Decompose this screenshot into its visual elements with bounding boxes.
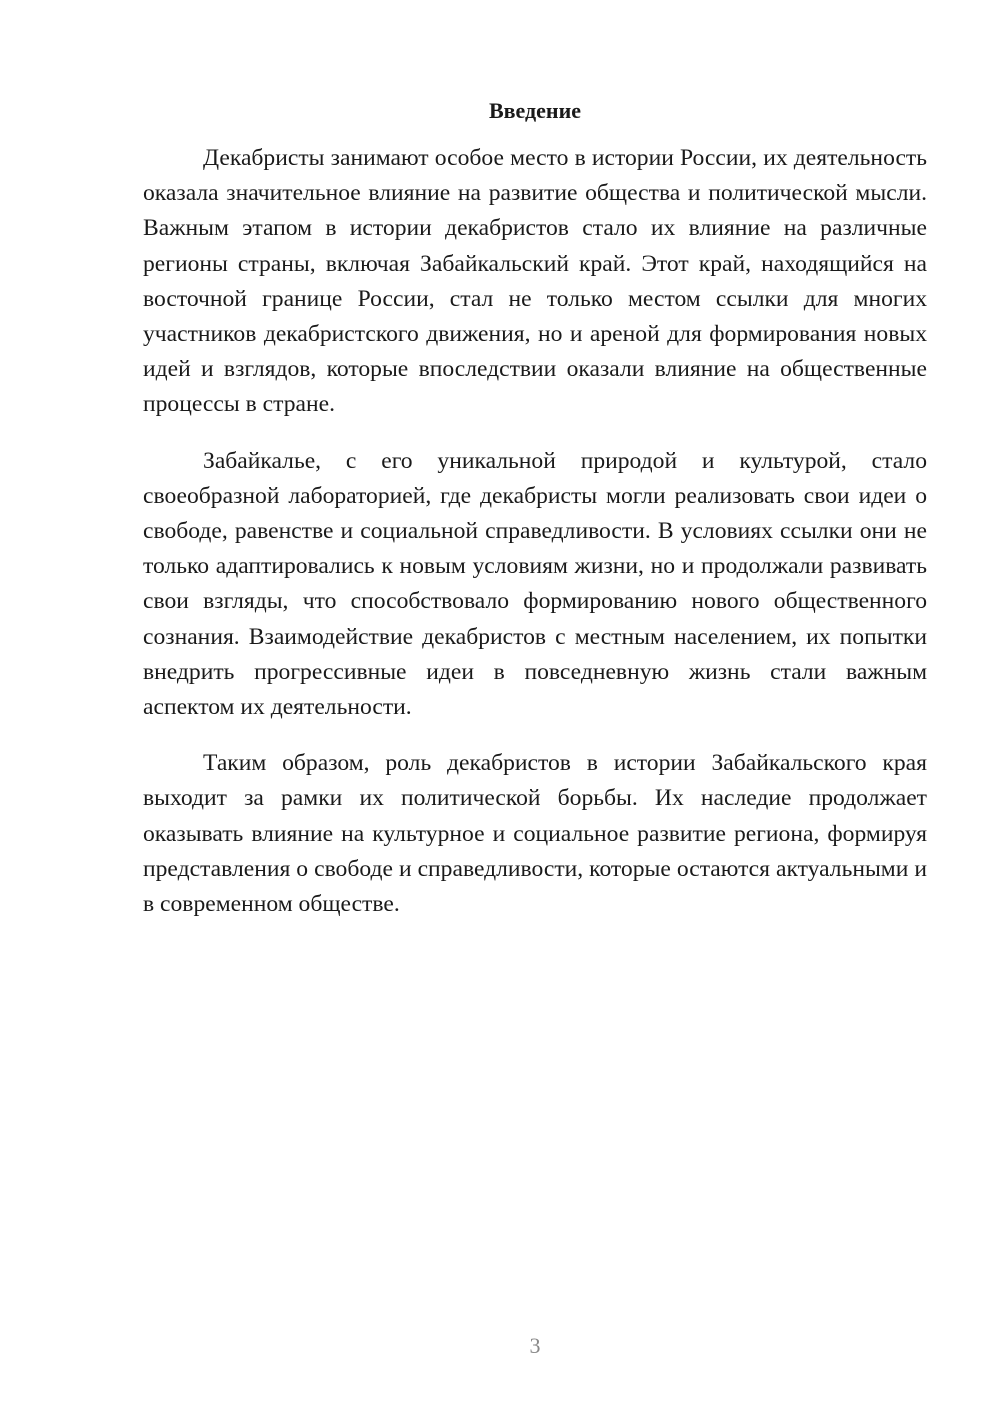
section-heading: Введение xyxy=(488,98,582,123)
paragraph-1: Декабристы занимают особое место в истории России, их деятельность оказала значительное влияние на развитие общества и политической мысли. Важным этапом в истории декабристов стало их влияние на различные регионы страны, включая Забайкальский край. Этот край, находящийся на восточной границе России, стал не только местом ссылки для многих участников декабристского движения, но и ареной для формирования новых идей и взглядов, которые впоследствии оказали влияние на общественные процессы в стране. xyxy=(143,145,927,418)
page-content xyxy=(143,95,927,943)
page-number: 3 xyxy=(529,1333,541,1358)
paragraph-2: Забайкалье, с его уникальной природой и культурой, стало своеобразной лабораторией, где декабристы могли реализовать свои идеи о свободе, равенстве и социальной справедливости. В условиях ссылки они не только адаптировались к новым условиям жизни, но и продолжали развивать свои взгляды, что способствовало формированию нового общественного сознания. Взаимодействие декабристов с местным населением, их попытки внедрить прогрессивные идеи в повседневную жизнь стали важным аспектом их деятельности. xyxy=(143,447,927,721)
paragraph-3: Таким образом, роль декабристов в истории Забайкальского края выходит за рамки их политической борьбы. Их наследие продолжает оказывать влияние на культурное и социальное развитие региона, формируя представления о свободе и справедливости, которые остаются актуальными и в современном обществе. xyxy=(143,750,927,918)
